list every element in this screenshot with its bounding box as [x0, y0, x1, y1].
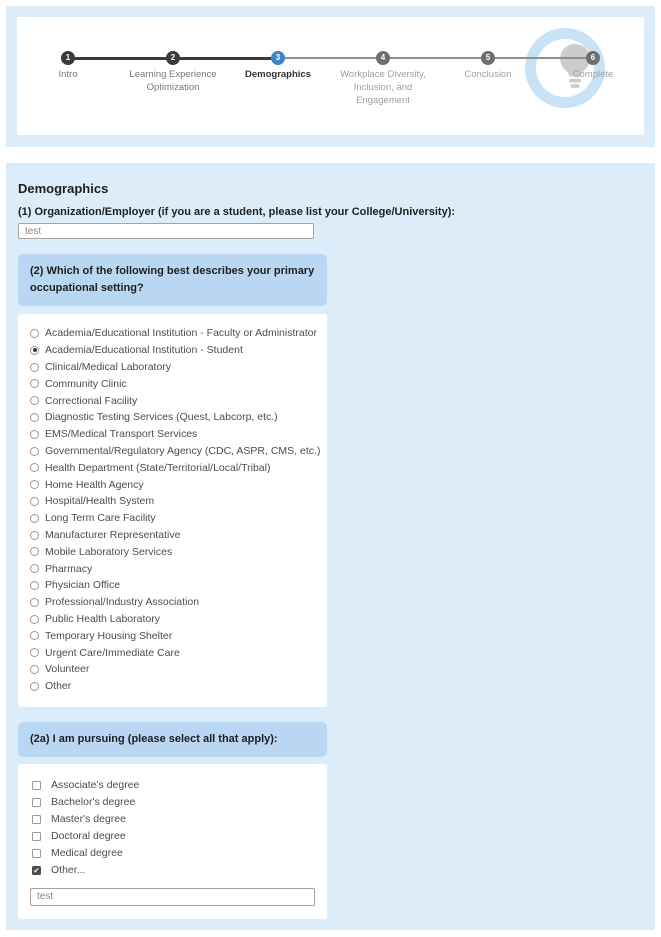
question2-options-card	[18, 314, 327, 707]
radio-option-label: Health Department (State/Territorial/Local/Tribal)	[45, 461, 271, 474]
question2a-options-card	[18, 764, 327, 919]
radio-icon	[30, 430, 39, 439]
checkbox-checked-icon: ✔	[33, 865, 40, 875]
radio-checked-icon	[30, 346, 39, 355]
checkbox-icon	[32, 815, 41, 824]
checkbox-icon	[32, 781, 41, 790]
radio-icon	[30, 531, 39, 540]
stepper-card	[17, 17, 644, 135]
organization-input[interactable]	[18, 223, 314, 239]
radio-option-label: Volunteer	[45, 663, 90, 676]
radio-option-label: Home Health Agency	[45, 478, 144, 491]
radio-option-urgent-care[interactable]	[30, 644, 317, 661]
step-conclusion[interactable]	[433, 51, 543, 82]
radio-option-professional-association[interactable]	[30, 594, 317, 611]
radio-option-label: Public Health Laboratory	[45, 613, 160, 626]
step-demographics[interactable]	[223, 51, 333, 82]
radio-option-diagnostic-testing[interactable]	[30, 409, 317, 426]
radio-option-community-clinic[interactable]	[30, 375, 317, 392]
step-complete[interactable]	[538, 51, 648, 82]
checkbox-icon	[32, 798, 41, 807]
radio-option-long-term-care[interactable]	[30, 510, 317, 527]
radio-icon	[30, 363, 39, 372]
radio-option-mobile-lab-services[interactable]	[30, 543, 317, 560]
step-circle: 6	[586, 51, 600, 65]
radio-option-label: Urgent Care/Immediate Care	[45, 646, 180, 659]
radio-icon	[30, 463, 39, 472]
radio-option-label: Manufacturer Representative	[45, 529, 181, 542]
radio-icon	[30, 514, 39, 523]
radio-option-correctional-facility[interactable]	[30, 392, 317, 409]
step-label: Demographics	[245, 69, 311, 80]
step-label: Complete	[572, 69, 614, 80]
radio-option-other[interactable]	[30, 678, 317, 695]
radio-option-label: Physician Office	[45, 579, 121, 592]
radio-option-label: Long Term Care Facility	[45, 512, 156, 525]
radio-icon	[30, 682, 39, 691]
radio-option-label: Clinical/Medical Laboratory	[45, 361, 172, 374]
radio-icon	[30, 497, 39, 506]
step-circle: 4	[376, 51, 390, 65]
radio-icon	[30, 547, 39, 556]
radio-icon	[30, 665, 39, 674]
radio-option-health-department[interactable]	[30, 459, 317, 476]
radio-option-label: Governmental/Regulatory Agency (CDC, ASPR, CMS, etc.)	[45, 445, 321, 458]
question2a-header: (2a) I am pursuing (please select all that apply):	[18, 722, 327, 757]
radio-icon	[30, 379, 39, 388]
radio-option-volunteer[interactable]	[30, 661, 317, 678]
checkbox-option-label: Bachelor's degree	[51, 796, 136, 809]
radio-option-label: Temporary Housing Shelter	[45, 629, 173, 642]
radio-option-governmental-agency[interactable]	[30, 443, 321, 460]
radio-icon	[30, 329, 39, 338]
radio-option-label: Mobile Laboratory Services	[45, 545, 173, 558]
radio-option-academia-faculty[interactable]	[30, 325, 317, 342]
radio-icon	[30, 480, 39, 489]
question1-label: (1) Organization/Employer (if you are a student, please list your College/University):	[18, 206, 456, 218]
radio-icon	[30, 631, 39, 640]
radio-option-pharmacy[interactable]	[30, 560, 317, 577]
radio-icon	[30, 396, 39, 405]
checkbox-option-medical-degree[interactable]	[30, 845, 315, 862]
radio-icon	[30, 564, 39, 573]
radio-option-home-health-agency[interactable]	[30, 476, 317, 493]
checkbox-option-associates-degree[interactable]	[30, 777, 315, 794]
checkbox-icon	[32, 832, 41, 841]
progress-panel	[6, 6, 655, 147]
radio-option-label: Pharmacy	[45, 562, 93, 575]
step-learning-experience-optimization[interactable]	[118, 51, 228, 95]
checkbox-option-label: Other...	[51, 864, 86, 877]
other-degree-input[interactable]	[30, 888, 315, 906]
step-label: Workplace Diversity, Inclusion, and Engagement	[340, 69, 426, 106]
radio-option-label: Other	[45, 680, 72, 693]
checkbox-option-label: Master's degree	[51, 813, 126, 826]
step-intro[interactable]	[13, 51, 123, 82]
step-circle: 3	[271, 51, 285, 65]
radio-option-manufacturer-rep[interactable]	[30, 527, 317, 544]
radio-icon	[30, 581, 39, 590]
radio-icon	[30, 413, 39, 422]
radio-option-physician-office[interactable]	[30, 577, 317, 594]
checkbox-option-doctoral-degree[interactable]	[30, 828, 315, 845]
radio-option-label: Community Clinic	[45, 377, 127, 390]
radio-icon	[30, 598, 39, 607]
radio-option-label: Correctional Facility	[45, 394, 138, 407]
demographics-page-panel	[6, 163, 655, 930]
radio-icon	[30, 615, 39, 624]
step-label: Learning Experience Optimization	[129, 69, 217, 93]
checkbox-option-bachelors-degree[interactable]	[30, 794, 315, 811]
checkbox-option-label: Associate's degree	[51, 779, 140, 792]
step-label: Conclusion	[464, 69, 512, 80]
radio-icon	[30, 447, 39, 456]
step-label: Intro	[58, 69, 78, 80]
radio-option-label: Diagnostic Testing Services (Quest, Labcorp, etc.)	[45, 411, 278, 424]
radio-option-ems-transport[interactable]	[30, 426, 317, 443]
checkbox-option-label: Medical degree	[51, 847, 123, 860]
checkbox-option-masters-degree[interactable]	[30, 811, 315, 828]
radio-option-label: Academia/Educational Institution - Faculty or Administrator	[45, 327, 317, 340]
radio-option-public-health-lab[interactable]	[30, 611, 317, 628]
radio-option-label: Professional/Industry Association	[45, 596, 200, 609]
step-circle: 2	[166, 51, 180, 65]
checkbox-option-label: Doctoral degree	[51, 830, 126, 843]
radio-option-temporary-housing-shelter[interactable]	[30, 627, 317, 644]
page-title: Demographics	[18, 181, 109, 196]
checkbox-option-other[interactable]	[30, 862, 315, 879]
checkbox-icon	[32, 849, 41, 858]
radio-option-clinical-medical-lab[interactable]	[30, 359, 317, 376]
radio-option-hospital-health-system[interactable]	[30, 493, 317, 510]
question2-header: (2) Which of the following best describes your primary occupational setting?	[18, 254, 327, 306]
radio-option-label: EMS/Medical Transport Services	[45, 428, 198, 441]
radio-icon	[30, 648, 39, 657]
radio-option-academia-student[interactable]	[30, 342, 317, 359]
step-circle: 1	[61, 51, 75, 65]
radio-option-label: Hospital/Health System	[45, 495, 155, 508]
step-circle: 5	[481, 51, 495, 65]
radio-option-label: Academia/Educational Institution - Student	[45, 344, 243, 357]
step-workplace-diversity[interactable]	[328, 51, 438, 107]
